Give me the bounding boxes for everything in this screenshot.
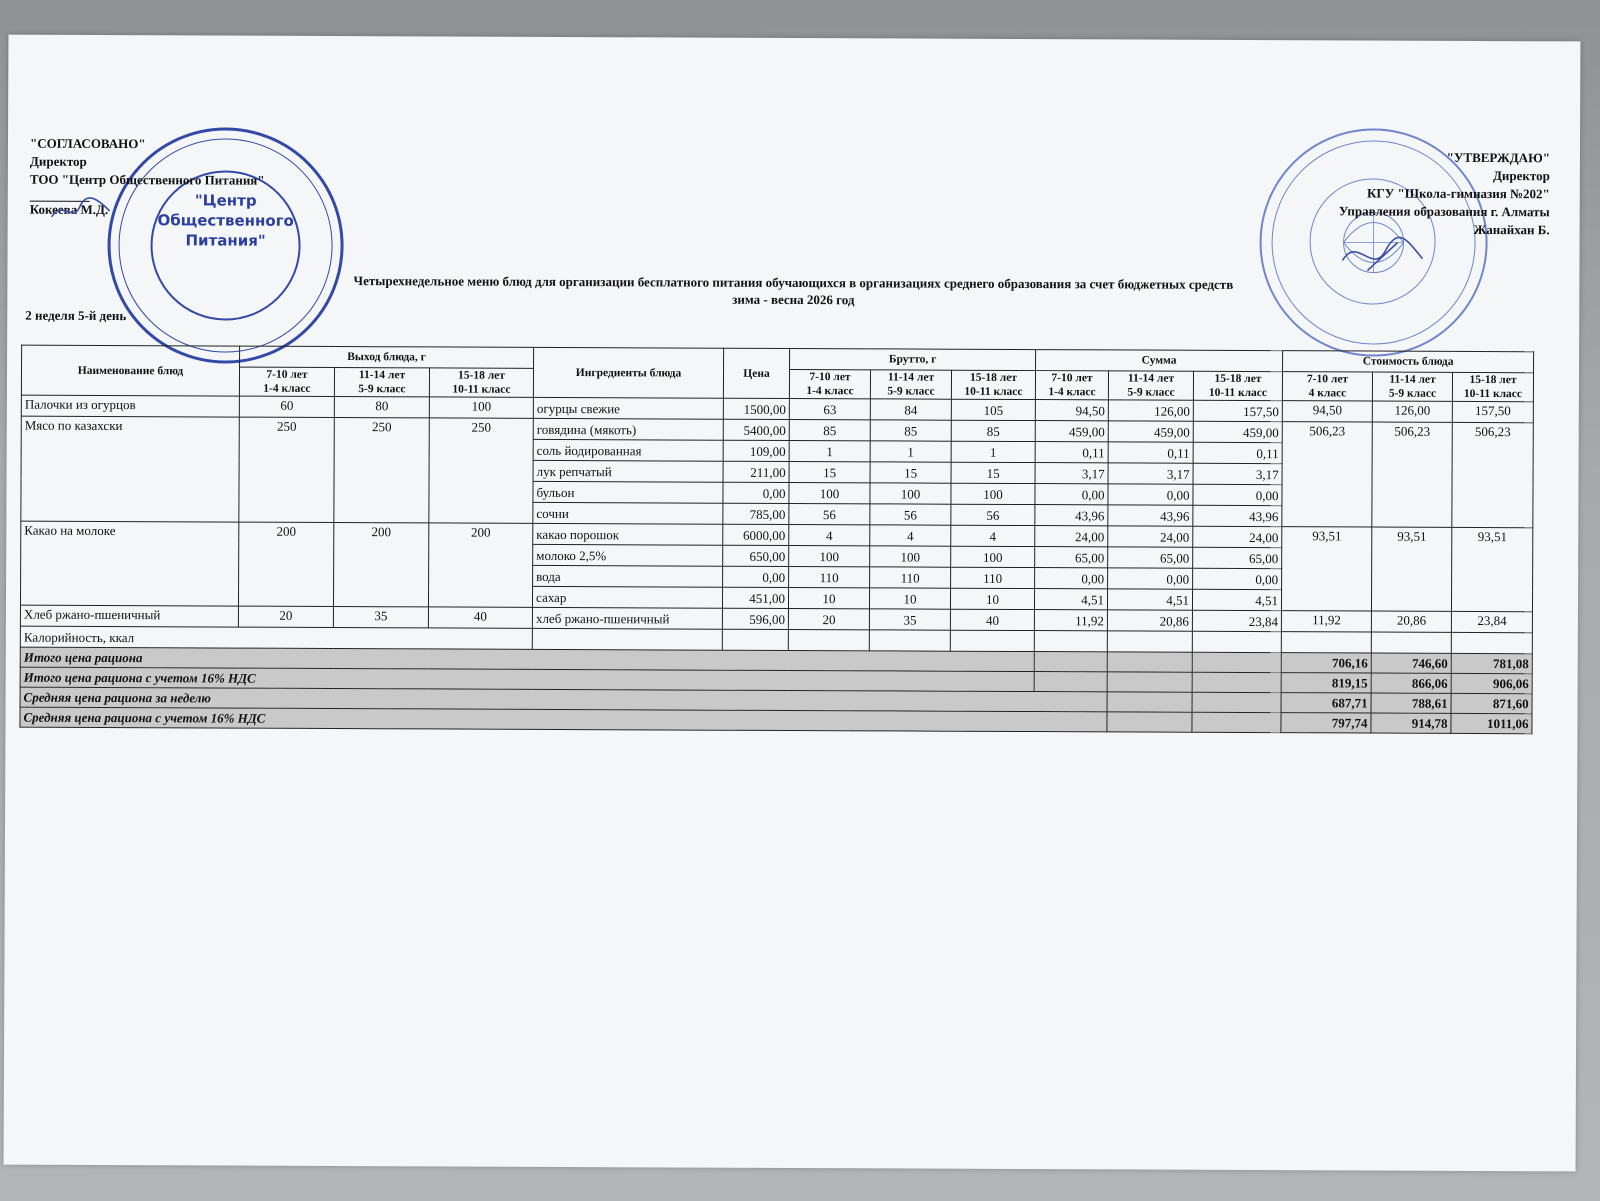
total-value-cell: 706,16 bbox=[1281, 653, 1371, 673]
col-price-header: Цена bbox=[723, 348, 789, 398]
sum-cell: 4,51 bbox=[1108, 589, 1193, 610]
price-cell: 0,00 bbox=[723, 482, 789, 503]
output-age-header bbox=[429, 368, 533, 397]
grade-label: 1-4 класс bbox=[263, 382, 311, 395]
sum-cell: 11,92 bbox=[1034, 610, 1107, 631]
price-cell: 5400,00 bbox=[723, 419, 789, 440]
age-label: 11-14 лет bbox=[887, 371, 935, 384]
age-label: 7-10 лет bbox=[1306, 373, 1349, 386]
ingredient-cell: говядина (мякоть) bbox=[533, 418, 723, 440]
grade-label: 10-11 класс bbox=[452, 383, 511, 396]
brutto-age-header bbox=[870, 370, 951, 399]
dish-name-cell: Мясо по казахски bbox=[21, 416, 239, 522]
sum-cell: 0,00 bbox=[1108, 568, 1193, 589]
col-cost-header: Стоимость блюда bbox=[1283, 351, 1534, 373]
output-cell: 200 bbox=[333, 523, 428, 607]
total-value-cell: 819,15 bbox=[1281, 673, 1371, 693]
menu-title: Четырехнедельное меню блюд для организации бесплатного питания обучающихся в организациях среднего образования за счет бюджетных средств bbox=[353, 273, 1234, 292]
output-cell: 200 bbox=[428, 523, 532, 607]
output-cell: 250 bbox=[239, 417, 334, 522]
agreed-position: Директор bbox=[29, 153, 87, 169]
sum-cell: 24,00 bbox=[1035, 526, 1108, 547]
output-cell: 80 bbox=[334, 397, 429, 418]
approved-signer: Жанайхан Б. bbox=[1473, 221, 1550, 238]
sum-age-header bbox=[1108, 371, 1193, 400]
cost-cell: 506,23 bbox=[1452, 422, 1533, 527]
approved-position: Директор bbox=[1492, 168, 1550, 184]
price-cell: 650,00 bbox=[723, 545, 789, 566]
sum-cell: 3,17 bbox=[1193, 463, 1282, 484]
sum-cell: 24,00 bbox=[1108, 526, 1193, 547]
price-cell: 451,00 bbox=[723, 587, 789, 608]
brutto-cell: 56 bbox=[870, 504, 951, 525]
ingredient-cell: огурцы свежие bbox=[533, 397, 723, 419]
output-cell: 60 bbox=[239, 396, 334, 417]
price-cell: 211,00 bbox=[723, 461, 789, 482]
empty-cell bbox=[1192, 672, 1281, 692]
cost-age-header bbox=[1372, 372, 1452, 401]
output-cell: 200 bbox=[238, 522, 333, 606]
output-cell: 20 bbox=[238, 606, 333, 627]
col-sum-header: Сумма bbox=[1036, 350, 1283, 372]
sum-cell: 0,00 bbox=[1108, 484, 1193, 505]
brutto-cell: 100 bbox=[951, 546, 1035, 567]
brutto-cell: 20 bbox=[788, 608, 869, 629]
brutto-cell: 84 bbox=[870, 399, 951, 420]
brutto-age-header bbox=[951, 370, 1035, 399]
cost-cell: 157,50 bbox=[1452, 401, 1533, 422]
cost-cell: 93,51 bbox=[1372, 527, 1452, 611]
total-value-cell: 906,06 bbox=[1451, 673, 1532, 693]
brutto-cell: 1 bbox=[951, 441, 1035, 462]
sum-cell: 20,86 bbox=[1107, 610, 1192, 631]
brutto-cell: 110 bbox=[870, 567, 951, 588]
sum-cell: 0,00 bbox=[1193, 568, 1282, 589]
ingredient-cell: лук репчатый bbox=[533, 460, 723, 482]
brutto-cell: 4 bbox=[951, 525, 1035, 546]
ingredient-cell: сахар bbox=[533, 586, 723, 608]
total-value-cell: 788,61 bbox=[1371, 693, 1451, 713]
brutto-cell: 100 bbox=[870, 546, 951, 567]
age-label: 15-18 лет bbox=[1214, 372, 1262, 386]
sum-cell: 43,96 bbox=[1108, 505, 1193, 526]
sum-cell: 0,00 bbox=[1035, 484, 1108, 505]
ingredient-cell: соль йодированная bbox=[533, 439, 723, 461]
cost-cell: 506,23 bbox=[1372, 422, 1452, 527]
empty-cell bbox=[722, 629, 788, 650]
empty-cell bbox=[1107, 692, 1192, 712]
ingredient-cell: бульон bbox=[533, 481, 723, 503]
total-label: Итого цена рациона bbox=[20, 647, 1034, 671]
sum-cell: 3,17 bbox=[1108, 463, 1193, 484]
brutto-cell: 10 bbox=[789, 587, 870, 608]
sum-cell: 4,51 bbox=[1035, 589, 1108, 610]
dish-name-cell: Палочки из огурцов bbox=[21, 395, 239, 417]
col-brutto-header: Брутто, г bbox=[790, 348, 1036, 370]
age-label: 15-18 лет bbox=[458, 369, 505, 382]
agreed-signer: Кокеева М.Д. bbox=[29, 201, 109, 218]
sum-cell: 126,00 bbox=[1108, 400, 1193, 421]
sum-cell: 0,00 bbox=[1193, 484, 1282, 505]
brutto-cell: 100 bbox=[789, 545, 870, 566]
grade-label: 10-11 класс bbox=[1463, 387, 1523, 401]
col-dish-header: Наименование блюд bbox=[21, 345, 239, 396]
table-body bbox=[20, 395, 1533, 734]
grade-label: 5-9 класс bbox=[1127, 386, 1175, 399]
grade-label: 4 класс bbox=[1308, 387, 1347, 400]
col-ingredients-header: Ингредиенты блюда bbox=[533, 347, 723, 398]
age-label: 7-10 лет bbox=[809, 371, 851, 384]
ingredient-cell: хлеб ржано-пшеничный bbox=[532, 607, 722, 629]
brutto-cell: 10 bbox=[870, 588, 951, 609]
empty-cell bbox=[1107, 652, 1192, 672]
empty-cell bbox=[869, 630, 950, 651]
brutto-cell: 4 bbox=[870, 525, 951, 546]
brutto-cell: 63 bbox=[789, 398, 870, 419]
approved-block bbox=[1339, 148, 1550, 239]
cost-cell: 94,50 bbox=[1282, 401, 1372, 422]
menu-table bbox=[19, 345, 1534, 735]
empty-cell bbox=[950, 630, 1034, 651]
output-cell: 100 bbox=[429, 397, 533, 418]
output-age-header bbox=[334, 368, 429, 397]
empty-cell bbox=[1107, 631, 1192, 652]
empty-cell bbox=[1451, 632, 1532, 653]
age-label: 15-18 лет bbox=[970, 371, 1017, 384]
total-value-cell: 746,60 bbox=[1371, 653, 1451, 673]
cost-age-header bbox=[1452, 372, 1533, 401]
price-cell: 785,00 bbox=[723, 503, 789, 524]
cost-cell: 11,92 bbox=[1281, 611, 1371, 632]
total-value-cell: 866,06 bbox=[1371, 673, 1451, 693]
brutto-cell: 100 bbox=[951, 483, 1035, 504]
sum-age-header bbox=[1035, 371, 1108, 400]
sum-cell: 0,11 bbox=[1193, 442, 1282, 463]
grade-label: 10-11 класс bbox=[964, 385, 1023, 399]
brutto-cell: 35 bbox=[869, 609, 950, 630]
ingredient-cell: вода bbox=[533, 565, 723, 587]
brutto-cell: 15 bbox=[870, 462, 951, 483]
brutto-cell: 110 bbox=[951, 567, 1035, 588]
sum-cell: 23,84 bbox=[1192, 610, 1281, 631]
sum-cell: 0,11 bbox=[1035, 442, 1108, 463]
sum-cell: 24,00 bbox=[1193, 526, 1282, 547]
total-value-cell: 914,78 bbox=[1371, 713, 1451, 733]
brutto-cell: 85 bbox=[870, 420, 951, 441]
sum-cell: 0,11 bbox=[1108, 442, 1193, 463]
brutto-cell: 1 bbox=[789, 440, 870, 461]
stamp-line: Общественного bbox=[157, 211, 294, 230]
cost-cell: 23,84 bbox=[1451, 611, 1532, 632]
brutto-age-header bbox=[789, 369, 870, 398]
calories-label: Калорийность, ккал bbox=[20, 626, 532, 649]
grade-label: 10-11 класс bbox=[1208, 386, 1268, 400]
age-label: 11-14 лет bbox=[1127, 372, 1175, 385]
left-signature-icon bbox=[48, 195, 118, 225]
cost-age-header bbox=[1282, 372, 1372, 401]
empty-cell bbox=[1192, 712, 1281, 732]
cost-cell: 20,86 bbox=[1371, 611, 1451, 632]
total-label: Средняя цена рациона за неделю bbox=[20, 687, 1107, 712]
empty-cell bbox=[1192, 631, 1281, 652]
menu-title-block bbox=[7, 271, 1579, 312]
age-label: 11-14 лет bbox=[1389, 373, 1436, 386]
stamp-line: Питания" bbox=[185, 231, 266, 250]
approved-dept: Управления образования г. Алматы bbox=[1338, 203, 1550, 220]
sum-cell: 65,00 bbox=[1193, 547, 1282, 568]
brutto-cell: 40 bbox=[950, 609, 1034, 630]
brutto-cell: 1 bbox=[870, 441, 951, 462]
approved-label: "УТВЕРЖДАЮ" bbox=[1446, 149, 1550, 166]
grade-label: 1-4 класс bbox=[806, 385, 854, 398]
sum-cell: 43,96 bbox=[1035, 505, 1108, 526]
stamp-line: "Центр bbox=[194, 191, 257, 210]
age-label: 11-14 лет bbox=[358, 369, 406, 382]
output-cell: 35 bbox=[333, 606, 428, 627]
total-value-cell: 781,08 bbox=[1451, 653, 1532, 673]
brutto-cell: 100 bbox=[870, 483, 951, 504]
sum-cell: 0,00 bbox=[1035, 568, 1108, 589]
total-value-cell: 1011,06 bbox=[1451, 713, 1532, 733]
grade-label: 5-9 класс bbox=[887, 385, 935, 398]
empty-cell bbox=[1107, 712, 1192, 732]
ingredient-cell: молоко 2,5% bbox=[533, 544, 723, 566]
brutto-cell: 15 bbox=[789, 461, 870, 482]
empty-cell bbox=[532, 628, 722, 650]
empty-cell bbox=[1034, 652, 1107, 672]
dish-name-cell: Хлеб ржано-пшеничный bbox=[20, 605, 238, 627]
price-cell: 1500,00 bbox=[723, 398, 789, 419]
output-cell: 40 bbox=[428, 607, 532, 628]
empty-cell bbox=[1034, 631, 1107, 652]
empty-cell bbox=[1107, 672, 1192, 692]
empty-cell bbox=[1281, 632, 1371, 653]
brutto-cell: 105 bbox=[951, 399, 1035, 420]
brutto-cell: 100 bbox=[789, 482, 870, 503]
grade-label: 5-9 класс bbox=[1388, 387, 1437, 400]
ingredient-cell: какао порошок bbox=[533, 523, 723, 545]
week-day-label: 2 неделя 5-й день bbox=[25, 307, 127, 324]
brutto-cell: 110 bbox=[789, 566, 870, 587]
brutto-cell: 56 bbox=[951, 504, 1035, 525]
menu-subtitle: зима - весна 2026 год bbox=[732, 291, 855, 308]
dish-name-cell: Какао на молоке bbox=[20, 521, 238, 606]
total-value-cell: 797,74 bbox=[1281, 713, 1371, 733]
sum-cell: 4,51 bbox=[1193, 589, 1282, 610]
total-label: Итого цена рациона с учетом 16% НДС bbox=[20, 667, 1034, 691]
total-value-cell: 871,60 bbox=[1451, 693, 1532, 713]
ingredient-cell: сочни bbox=[533, 502, 723, 524]
empty-cell bbox=[1034, 672, 1107, 692]
brutto-cell: 15 bbox=[951, 462, 1035, 483]
col-output-header: Выход блюда, г bbox=[240, 346, 534, 368]
cost-cell: 126,00 bbox=[1372, 401, 1452, 422]
sum-cell: 459,00 bbox=[1193, 421, 1282, 442]
total-label: Средняя цена рациона с учетом 16% НДС bbox=[20, 707, 1107, 732]
brutto-cell: 85 bbox=[951, 420, 1035, 441]
price-cell: 596,00 bbox=[722, 608, 788, 629]
cost-cell: 506,23 bbox=[1282, 422, 1372, 527]
grade-label: 5-9 класс bbox=[358, 383, 406, 396]
brutto-cell: 85 bbox=[789, 419, 870, 440]
approved-org: КГУ "Школа-гимназия №202" bbox=[1366, 185, 1550, 202]
sum-cell: 157,50 bbox=[1193, 400, 1282, 421]
cost-cell: 93,51 bbox=[1452, 527, 1533, 611]
output-cell: 250 bbox=[334, 418, 429, 523]
cost-cell: 93,51 bbox=[1282, 527, 1372, 611]
sum-cell: 3,17 bbox=[1035, 463, 1108, 484]
sum-cell: 65,00 bbox=[1035, 547, 1108, 568]
grade-label: 1-4 класс bbox=[1048, 386, 1096, 399]
brutto-cell: 4 bbox=[789, 524, 870, 545]
output-cell: 250 bbox=[429, 418, 533, 523]
agreed-label: "СОГЛАСОВАНО" bbox=[29, 135, 146, 152]
empty-cell bbox=[1371, 632, 1451, 653]
sum-cell: 65,00 bbox=[1108, 547, 1193, 568]
brutto-cell: 56 bbox=[789, 503, 870, 524]
empty-cell bbox=[788, 629, 869, 650]
total-value-cell: 687,71 bbox=[1281, 693, 1371, 713]
empty-cell bbox=[1192, 652, 1281, 672]
age-label: 7-10 лет bbox=[266, 368, 308, 381]
age-label: 7-10 лет bbox=[1051, 372, 1093, 385]
empty-cell bbox=[1192, 692, 1281, 712]
sum-cell: 459,00 bbox=[1035, 421, 1108, 442]
sum-cell: 94,50 bbox=[1035, 400, 1108, 421]
price-cell: 0,00 bbox=[723, 566, 789, 587]
price-cell: 109,00 bbox=[723, 440, 789, 461]
age-label: 15-18 лет bbox=[1469, 373, 1517, 387]
sum-age-header bbox=[1193, 371, 1282, 400]
document-sheet bbox=[4, 35, 1581, 1172]
brutto-cell: 10 bbox=[951, 588, 1035, 609]
price-cell: 6000,00 bbox=[723, 524, 789, 545]
sum-cell: 459,00 bbox=[1108, 421, 1193, 442]
output-age-header bbox=[239, 367, 334, 396]
agreed-org: ТОО "Центр Общественного Питания" bbox=[29, 171, 265, 188]
sum-cell: 43,96 bbox=[1193, 505, 1282, 526]
